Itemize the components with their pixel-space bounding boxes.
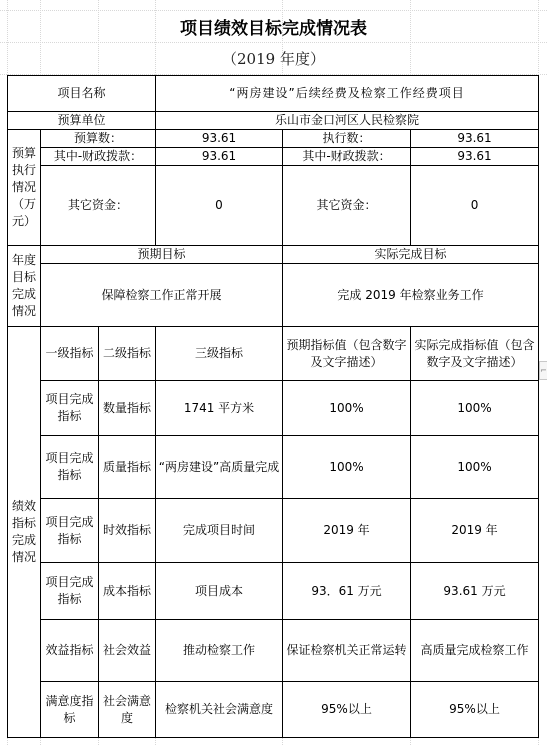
table-row (8, 563, 539, 620)
level2-cell: 成本指标 (99, 563, 156, 620)
fiscal-exec-value: 93.61 (411, 148, 539, 166)
budget-unit-row (8, 112, 539, 130)
level2-cell: 数量指标 (99, 381, 156, 436)
actual-cell: 高质量完成检察工作 (411, 620, 539, 682)
actual-value-header: 实际完成指标值（包含数字及文字描述） (411, 327, 539, 381)
expected-cell: 100% (283, 381, 411, 436)
other-exec-value: 0 (411, 166, 539, 246)
level3-cell: 检察机关社会满意度 (156, 682, 283, 738)
page-subtitle: （2019 年度） (222, 50, 325, 68)
budget-unit-label: 预算单位 (8, 112, 156, 130)
level1-cell: 满意度指标 (41, 682, 99, 738)
expected-cell: 95%以上 (283, 682, 411, 738)
actual-cell: 100% (411, 436, 539, 499)
table-row (8, 436, 539, 499)
budget-amount-label: 预算数： (41, 130, 156, 148)
level2-cell: 社会效益 (99, 620, 156, 682)
expected-cell: 保证检察机关正常运转 (283, 620, 411, 682)
budget-section-label: 预算执行情况（万元） (8, 130, 41, 246)
budget-unit-value: 乐山市金口河区人民检察院 (156, 112, 539, 130)
other-budget-label: 其它资金： (41, 166, 156, 246)
level1-header: 一级指标 (41, 327, 99, 381)
other-budget-value: 0 (156, 166, 283, 246)
exec-amount-value: 93.61 (411, 130, 539, 148)
fiscal-budget-label: 其中-财政拨款： (41, 148, 156, 166)
actual-cell: 2019 年 (411, 499, 539, 563)
expected-target-header: 预期目标 (41, 246, 283, 264)
exec-amount-label: 执行数： (283, 130, 411, 148)
page-title: 项目绩效目标完成情况表 (180, 19, 367, 39)
table-row (8, 499, 539, 563)
table-row (8, 620, 539, 682)
annual-header-row (8, 246, 539, 264)
expected-cell: 93．61 万元 (283, 563, 411, 620)
project-name-row (8, 76, 539, 112)
other-exec-label: 其它资金： (283, 166, 411, 246)
fiscal-exec-label: 其中-财政拨款： (283, 148, 411, 166)
side-drag-handle[interactable]: ⌐ (539, 361, 547, 380)
expected-cell: 100% (283, 436, 411, 499)
level1-cell: 项目完成指标 (41, 436, 99, 499)
performance-table (7, 75, 539, 738)
other-funds-row (8, 166, 539, 246)
level2-cell: 社会满意度 (99, 682, 156, 738)
expected-value-header: 预期指标值（包含数字及文字描述） (283, 327, 411, 381)
level2-header: 二级指标 (99, 327, 156, 381)
budget-amount-row (8, 130, 539, 148)
annual-value-row (8, 264, 539, 327)
project-name-label: 项目名称 (8, 76, 156, 112)
level3-cell: “两房建设”高质量完成 (156, 436, 283, 499)
actual-target-header: 实际完成目标 (283, 246, 539, 264)
expected-target-value: 保障检察工作正常开展 (41, 264, 283, 327)
indicator-header-row (8, 327, 539, 381)
project-name-value: “两房建设”后续经费及检察工作经费项目 (156, 76, 539, 112)
fiscal-budget-value: 93.61 (156, 148, 283, 166)
performance-section-label: 绩效指标完成情况 (8, 327, 41, 738)
actual-target-value: 完成 2019 年检察业务工作 (283, 264, 539, 327)
table-row (8, 381, 539, 436)
level1-cell: 效益指标 (41, 620, 99, 682)
level1-cell: 项目完成指标 (41, 381, 99, 436)
actual-cell: 100% (411, 381, 539, 436)
expected-cell: 2019 年 (283, 499, 411, 563)
budget-amount-value: 93.61 (156, 130, 283, 148)
level3-cell: 1741 平方米 (156, 381, 283, 436)
level3-cell: 项目成本 (156, 563, 283, 620)
level1-cell: 项目完成指标 (41, 563, 99, 620)
level3-header: 三级指标 (156, 327, 283, 381)
level1-cell: 项目完成指标 (41, 499, 99, 563)
level2-cell: 质量指标 (99, 436, 156, 499)
level2-cell: 时效指标 (99, 499, 156, 563)
level3-cell: 完成项目时间 (156, 499, 283, 563)
annual-section-label: 年度目标完成情况 (8, 246, 41, 327)
actual-cell: 93.61 万元 (411, 563, 539, 620)
table-row (8, 682, 539, 738)
actual-cell: 95%以上 (411, 682, 539, 738)
level3-cell: 推动检察工作 (156, 620, 283, 682)
fiscal-row (8, 148, 539, 166)
